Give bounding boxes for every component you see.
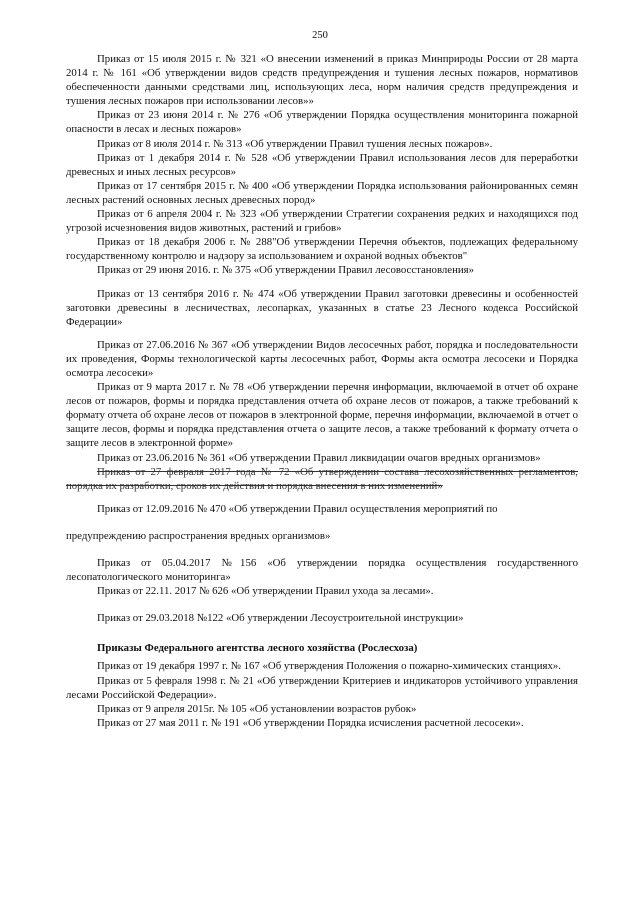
paragraph-order-470: Приказ от 12.09.2016 № 470 «Об утверждении Правил осуществления мероприятий по: [97, 502, 498, 515]
paragraph-order-470-continued: предупреждению распространения вредных организмов»: [66, 529, 331, 542]
paragraph-order-321: Приказ от 15 июля 2015 г. № 321 «О внесении изменений в приказ Минприроды России от 28 марта 2014 г. № 161 «Об утверждении видов средств предупреждения и тушения лесных пожаров, нормативов обеспеченности данными средствами лиц, использующих леса, норм наличия средств предупреждения и тушения лесных пожаров при использовании лесов»»: [66, 53, 578, 108]
section-paragraph-order-21: Приказ от 5 февраля 1998 г. № 21 «Об утверждении Критериев и индикаторов устойчивого управления лесами Российской Федерации».: [66, 674, 578, 701]
paragraph-order-474: Приказ от 13 сентября 2016 г. № 474 «Об утверждении Правил заготовки древесины и особенностей заготовки древесины в лесничествах, лесопарках, указанных в статье 23 Лесного кодекса Российской Федерации»: [66, 287, 578, 328]
section-paragraph-order-167: Приказ от 19 декабря 1997 г. № 167 «Об утверждения Положения о пожарно-химических станциях».: [97, 660, 561, 673]
paragraph-order-400: Приказ от 17 сентября 2015 г. № 400 «Об утверждении Порядка использования районированных семян лесных растений основных лесных древесных пород»: [66, 179, 578, 206]
section-heading: Приказы Федерального агентства лесного хозяйства (Рослесхоза): [97, 642, 418, 655]
section-paragraph-order-105: Приказ от 9 апреля 2015г. № 105 «Об установлении возрастов рубок»: [97, 702, 417, 715]
section-paragraph-order-191: Приказ от 27 мая 2011 г. № 191 «Об утверждении Порядка исчисления расчетной лесосеки».: [97, 716, 524, 729]
paragraph-order-122: Приказ от 29.03.2018 №122 «Об утверждении Лесоустроительной инструкции»: [97, 612, 464, 625]
paragraph-order-78: Приказ от 9 марта 2017 г. № 78 «Об утверждении перечня информации, включаемой в отчет об охране лесов от пожаров, формы и порядка представления отчета об охране лесов от пожаров, а также требований к формату отчета об охране лесов от пожаров в электронной форме, перечня информации, включаемой в отчет о защите лесов, формы и порядка представления отчета о защите лесов, а также требований к формату отчета о защите лесов в электронной форме»: [66, 381, 578, 450]
paragraph-order-288: Приказ от 18 декабря 2006 г. № 288"Об утверждении Перечня объектов, подлежащих федеральному государственному контролю и надзору за использованием и охраной водных объектов": [66, 236, 578, 263]
paragraph-order-276: Приказ от 23 июня 2014 г. № 276 «Об утверждении Порядка осуществления мониторинга пожарной опасности в лесах и лесных пожаров»: [66, 109, 578, 136]
paragraph-order-375: Приказ от 29 июня 2016. г. № 375 «Об утверждении Правил лесовосстановления»: [97, 264, 475, 277]
paragraph-order-72-struck: Приказ от 27 февраля 2017 года № 72 «Об утверждении состава лесохозяйственных регламентов, порядка их разработки, сроков их действия и порядка внесения в них изменений»: [66, 465, 578, 492]
paragraph-order-313: Приказ от 8 июля 2014 г. № 313 «Об утверждении Правил тушения лесных пожаров».: [97, 137, 493, 150]
paragraph-order-626: Приказ от 22.11. 2017 № 626 «Об утверждении Правил ухода за лесами».: [97, 585, 434, 598]
paragraph-order-528: Приказ от 1 декабря 2014 г. № 528 «Об утверждении Правил использования лесов для переработки древесных и иных лесных ресурсов»: [66, 151, 578, 178]
page-number: 250: [312, 30, 328, 41]
document-body: [66, 52, 578, 730]
paragraph-order-367: Приказ от 27.06.2016 № 367 «Об утверждении Видов лесосечных работ, порядка и последовательности их проведения, Формы технологической карты лесосечных работ, Формы акта осмотра лесосеки и Порядка осмотра лесосеки»: [66, 338, 578, 379]
paragraph-order-156: Приказ от 05.04.2017 №156 «Об утверждении порядка осуществления государственного лесопатологического мониторинга»: [66, 557, 578, 584]
paragraph-order-361: Приказ от 23.06.2016 № 361 «Об утверждении Правил ликвидации очагов вредных организмов»: [97, 451, 541, 464]
paragraph-order-323: Приказ от 6 апреля 2004 г. № 323 «Об утверждении Стратегии сохранения редких и находящихся под угрозой исчезновения видов животных, растений и грибов»: [66, 208, 578, 235]
